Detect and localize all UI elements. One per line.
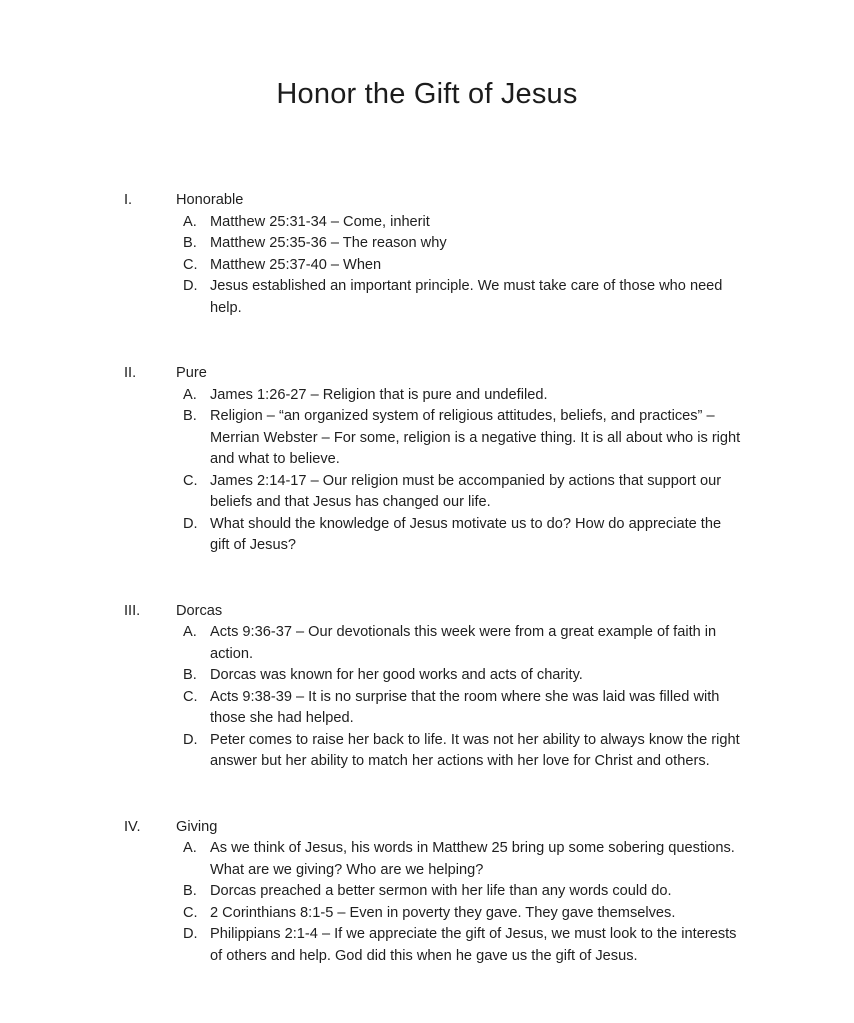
outline-item [124, 514, 742, 557]
item-letter: C. [183, 904, 198, 921]
item-letter: C. [183, 256, 198, 273]
section-heading-row [124, 363, 742, 385]
outline-item [124, 233, 742, 255]
outline-item [124, 276, 742, 319]
section-heading: Giving [176, 818, 218, 835]
item-letter: C. [183, 688, 198, 705]
outline-section [124, 817, 742, 968]
item-text: What should the knowledge of Jesus motivate us to do? How do appreciate the gift of Jesus? [210, 515, 722, 553]
item-text: Matthew 25:31-34 – Come, inherit [210, 213, 430, 230]
item-text: Acts 9:36-37 – Our devotionals this week were from a great example of faith in action. [210, 624, 717, 662]
outline-item [124, 406, 742, 471]
item-letter: B. [183, 408, 197, 424]
outline-item [124, 471, 742, 514]
item-text: Acts 9:38-39 – It is no surprise that the room where she was laid was filled with those she had helped. [210, 688, 720, 726]
outline [124, 190, 742, 967]
outline-section [124, 363, 742, 557]
item-text: As we think of Jesus, his words in Matthew 25 bring up some sobering questions. What are we giving? Who are we helping? [210, 840, 735, 878]
outline-item [124, 212, 742, 234]
section-heading-row [124, 601, 742, 623]
item-text: Dorcas preached a better sermon with her life than any words could do. [210, 883, 672, 899]
section-numeral: II. [124, 365, 137, 381]
item-letter: B. [183, 883, 197, 899]
item-text: Jesus established an important principle. We must take care of those who need help. [210, 278, 723, 316]
section-heading: Pure [176, 365, 207, 381]
section-heading: Honorable [176, 192, 244, 208]
item-text: Philippians 2:1-4 – If we appreciate the gift of Jesus, we must look to the interests of others and help. God did this when he gave us the gift of Jesus. [210, 926, 737, 964]
item-letter: B. [183, 667, 197, 683]
outline-item [124, 385, 742, 407]
outline-item [124, 924, 742, 967]
section-numeral: III. [124, 602, 141, 619]
outline-item [124, 881, 742, 903]
item-letter: B. [183, 235, 197, 251]
section-numeral: IV. [124, 818, 141, 835]
outline-item [124, 903, 742, 925]
item-letter: D. [183, 278, 198, 294]
item-letter: A. [183, 386, 197, 403]
outline-item [124, 838, 742, 881]
outline-item [124, 730, 742, 773]
outline-item [124, 687, 742, 730]
item-letter: C. [183, 472, 198, 489]
item-letter: A. [183, 624, 197, 640]
item-text: 2 Corinthians 8:1-5 – Even in poverty they gave. They gave themselves. [210, 904, 676, 921]
item-letter: D. [183, 731, 198, 748]
page-title: Honor the Gift of Jesus [276, 78, 578, 110]
outline-item [124, 255, 742, 277]
item-text: Matthew 25:37-40 – When [210, 256, 382, 273]
section-heading-row [124, 190, 742, 212]
outline-item [124, 622, 742, 665]
item-letter: A. [183, 840, 197, 856]
outline-section [124, 190, 742, 319]
section-heading: Dorcas [176, 602, 223, 619]
item-text: Religion – “an organized system of religious attitudes, beliefs, and practices” – Merrian Webster – For some, religion is a negative thing. It is all about who is right and what to believe. [210, 408, 741, 467]
outline-item [124, 665, 742, 687]
item-letter: D. [183, 515, 198, 532]
item-letter: D. [183, 926, 198, 942]
item-text: James 2:14-17 – Our religion must be accompanied by actions that support our beliefs and that Jesus has changed our life. [210, 472, 722, 510]
section-heading-row [124, 817, 742, 839]
section-numeral: I. [124, 192, 133, 208]
item-text: Dorcas was known for her good works and acts of charity. [210, 667, 583, 683]
item-text: Peter comes to raise her back to life. It was not her ability to always know the right answer but her ability to match her actions with her love for Christ and others. [210, 731, 740, 769]
outline-section [124, 601, 742, 773]
item-text: Matthew 25:35-36 – The reason why [210, 235, 447, 251]
item-letter: A. [183, 213, 197, 230]
item-text: James 1:26-27 – Religion that is pure and undefiled. [210, 386, 548, 403]
